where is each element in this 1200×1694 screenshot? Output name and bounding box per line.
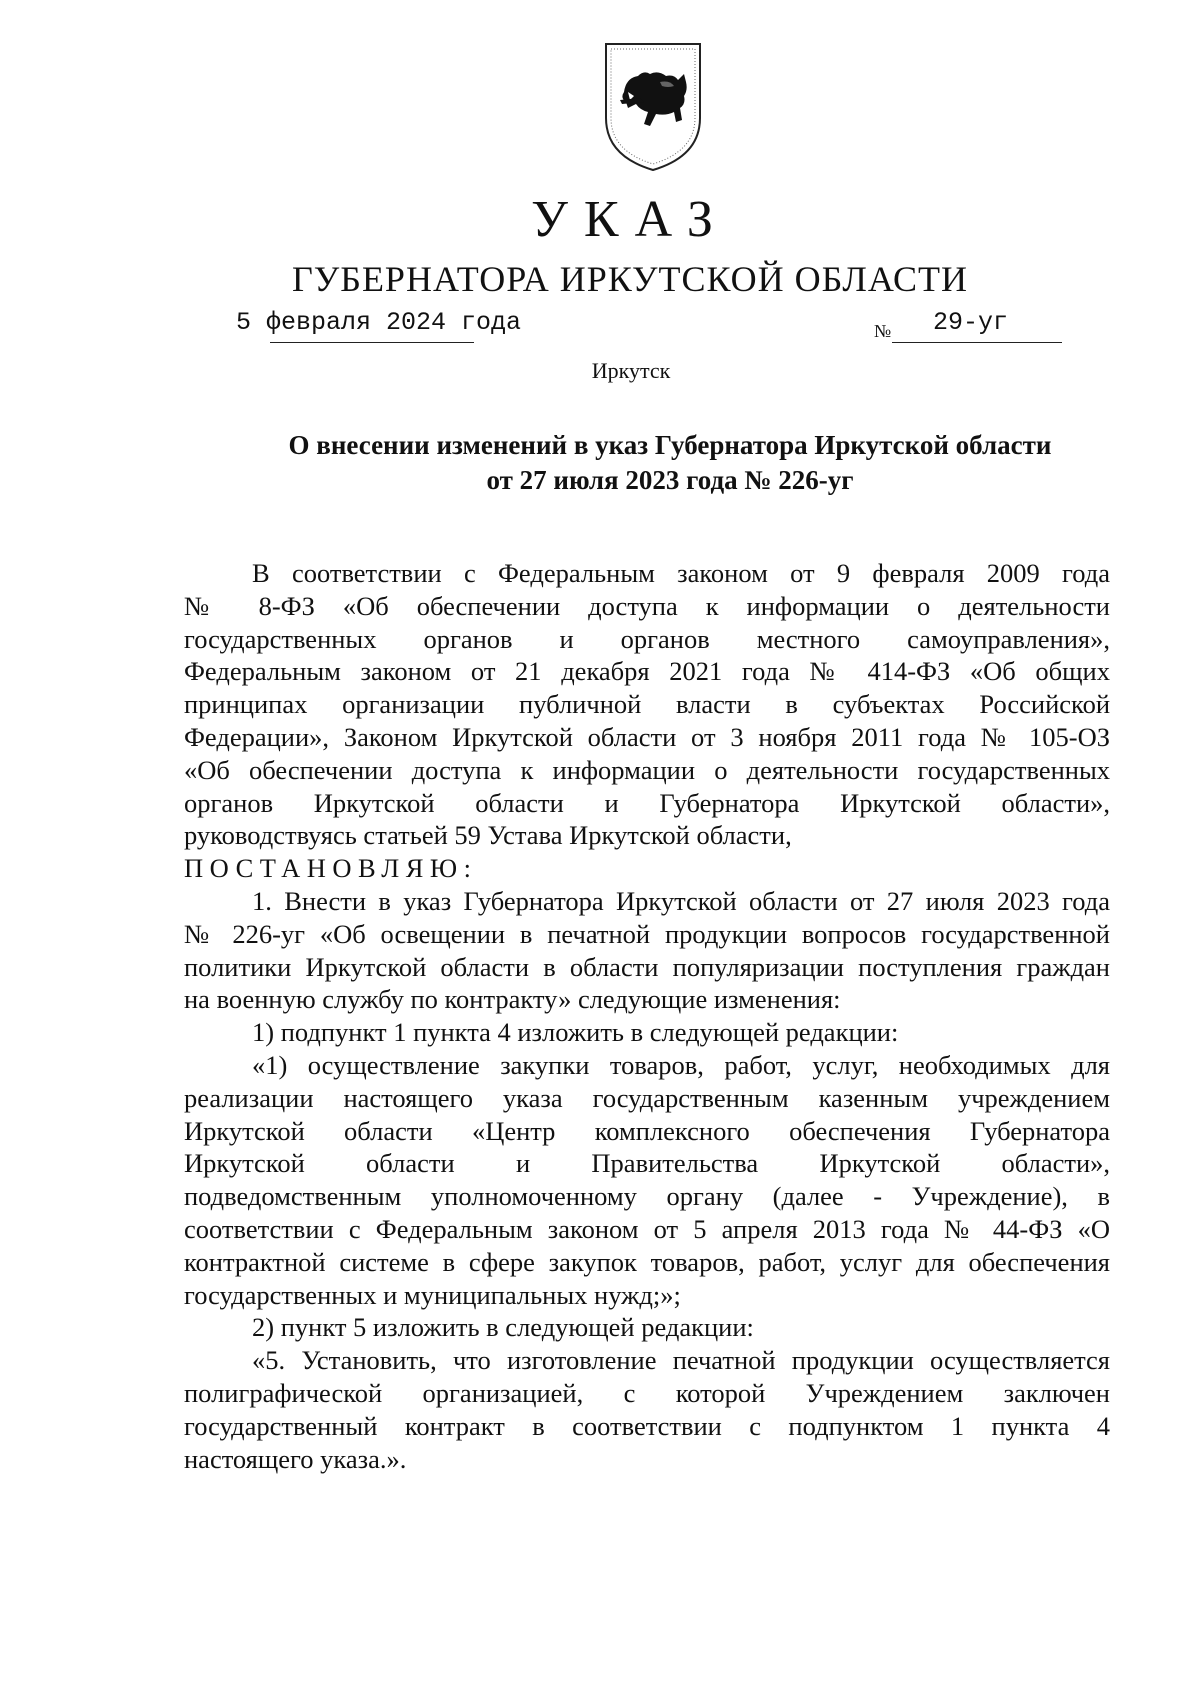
text-line: полиграфической организацией, с которой Учреждением заключен: [184, 1377, 1110, 1408]
text-line: настоящего указа.».: [184, 1443, 407, 1474]
text-line: Федерации», Законом Иркутской области от 3 ноября 2011 года № 105-ОЗ: [184, 721, 1110, 752]
preamble: [184, 557, 1110, 852]
heading-line-1: О внесении изменений в указ Губернатора Иркутской области: [288, 430, 1052, 460]
document-date: 5 февраля 2024 года: [236, 308, 522, 337]
number-underline: [892, 342, 1062, 343]
item-1: [184, 885, 1110, 1016]
date-underline: [270, 342, 474, 343]
document-subtitle: ГУБЕРНАТОРА ИРКУТСКОЙ ОБЛАСТИ: [291, 259, 969, 299]
number-sign: №: [874, 321, 892, 341]
decree-word: ПОСТАНОВЛЯЮ:: [184, 853, 478, 884]
city-name: Иркутск: [591, 358, 671, 383]
document-body: [184, 557, 1110, 1475]
text-line: 1. Внести в указ Губернатора Иркутской области от 27 июля 2023 года: [252, 885, 1110, 916]
document-number: 29-уг: [933, 308, 1009, 337]
text-line: «5. Установить, что изготовление печатной продукции осуществляется: [252, 1345, 1110, 1376]
text-line: политики Иркутской области в области популяризации поступления граждан: [184, 951, 1110, 982]
text-line: на военную службу по контракту» следующие изменения:: [184, 984, 841, 1015]
text-line: государственных и муниципальных нужд;»;: [184, 1279, 681, 1310]
text-line: Федеральным законом от 21 декабря 2021 года № 414-ФЗ «Об общих: [184, 656, 1110, 687]
text-line: № 226-уг «Об освещении в печатной продукции вопросов государственной: [184, 918, 1110, 949]
subitem-2-intro: 2) пункт 5 изложить в следующей редакции:: [252, 1312, 754, 1343]
text-line: «1) осуществление закупки товаров, работ, услуг, необходимых для: [252, 1049, 1110, 1080]
text-line: государственный контракт в соответствии с подпунктом 1 пункта 4: [184, 1410, 1110, 1441]
text-line: соответствии с Федеральным законом от 5 апреля 2013 года № 44-ФЗ «О: [184, 1213, 1110, 1244]
text-line: принципах организации публичной власти в субъектах Российской: [184, 689, 1110, 720]
text-line: «Об обеспечении доступа к информации о деятельности государственных: [184, 754, 1110, 785]
heading-line-2: от 27 июля 2023 года № 226-уг: [486, 465, 854, 495]
text-line: № 8-ФЗ «Об обеспечении доступа к информации о деятельности: [184, 590, 1110, 621]
subitem-1-text: [184, 1049, 1110, 1311]
text-line: органов Иркутской области и Губернатора Иркутской области»,: [184, 787, 1110, 818]
subitem-1-intro: 1) подпункт 1 пункта 4 изложить в следующей редакции:: [252, 1017, 899, 1048]
text-line: контрактной системе в сфере закупок товаров, работ, услуг для обеспечения: [184, 1246, 1110, 1277]
text-line: Иркутской области «Центр комплексного обеспечения Губернатора: [184, 1115, 1110, 1146]
subitem-2-text: [184, 1344, 1110, 1475]
irkutsk-coat-of-arms-icon: [600, 40, 706, 174]
text-line: В соответствии с Федеральным законом от 9 февраля 2009 года: [252, 558, 1110, 588]
text-line: реализации настоящего указа государственным казенным учреждением: [184, 1082, 1110, 1113]
text-line: подведомственным уполномоченному органу (далее - Учреждение), в: [184, 1181, 1110, 1212]
text-line: руководствуясь статьей 59 Устава Иркутской области,: [184, 820, 792, 851]
document-title: УКАЗ: [531, 191, 729, 248]
text-line: Иркутской области и Правительства Иркутской области»,: [184, 1148, 1110, 1179]
text-line: государственных органов и органов местного самоуправления»,: [184, 623, 1110, 654]
